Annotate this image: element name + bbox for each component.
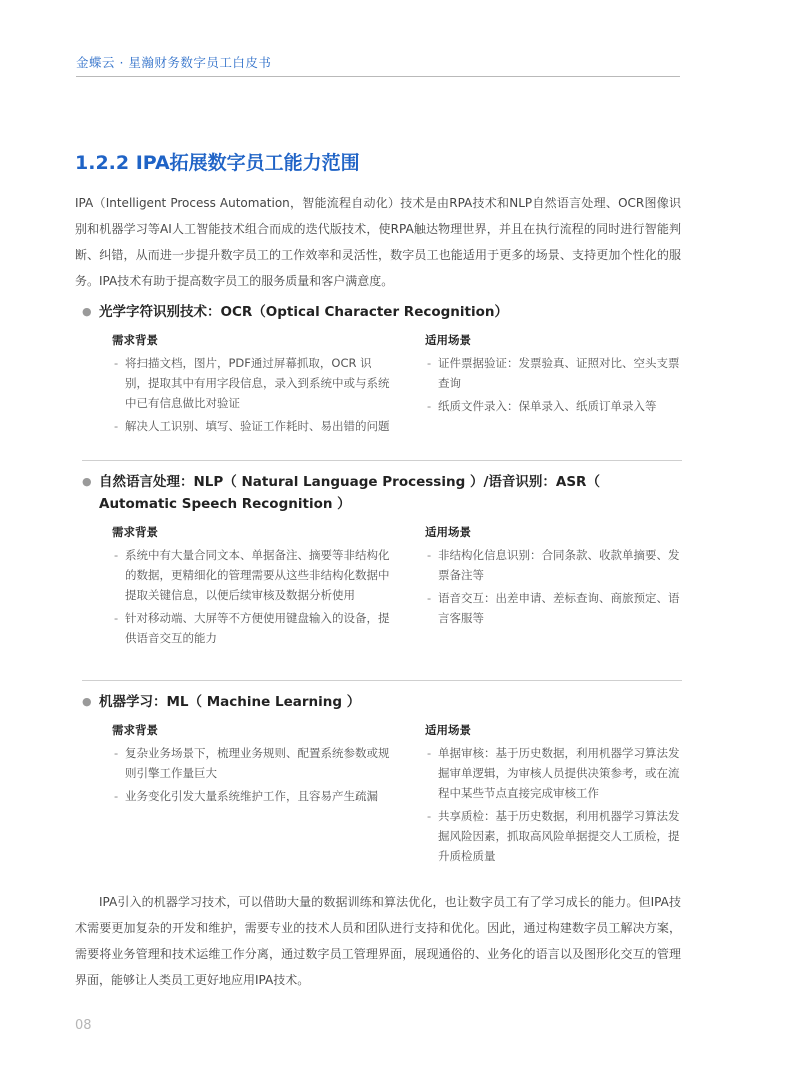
ml-block: [82, 691, 682, 863]
scenes-heading: 适用场景: [425, 525, 471, 539]
needs-column: [112, 331, 392, 439]
scenes-heading: 适用场景: [425, 333, 471, 347]
page-header: [76, 53, 682, 71]
needs-column: [112, 523, 392, 651]
block-title: 光学字符识别技术：OCR（Optical Character Recognition）: [99, 304, 509, 320]
bullet-icon: ●: [82, 475, 92, 488]
bullet-icon: ●: [82, 695, 92, 708]
scenes-column: [425, 523, 687, 631]
list-item: - 语音交互：出差申请、差标查询、商旅预定、语言客服等: [427, 591, 680, 625]
scenes-heading: 适用场景: [425, 723, 471, 737]
list-item: - 单据审核：基于历史数据，利用机器学习算法发掘审单逻辑，为审核人员提供决策参考，或在流程中某些节点直接完成审核工作: [427, 746, 680, 800]
needs-column: [112, 721, 392, 809]
block-title: 自然语言处理：NLP（ Natural Language Processing ）/语音识别：ASR（ Automatic Speech Recognition ）: [99, 474, 600, 512]
list-item: - 系统中有大量合同文本、单据备注、摘要等非结构化的数据，更精细化的管理需要从这些非结构化数据中提取关键信息，以便后续审核及数据分析使用: [114, 548, 390, 602]
intro-paragraph: IPA（Intelligent Process Automation，智能流程自动化）技术是由RPA技术和NLP自然语言处理、OCR图像识别和机器学习等AI人工智能技术组合而成的迭代版技术，使RPA触达物理世界，并且在执行流程的同时进行智能判断、纠错，从而进一步提升数字员工的工作效率和灵活性，数字员工也能适用于更多的场景、支持更加个性化的服务。IPA技术有助于提高数字员工的服务质量和客户满意度。: [75, 196, 681, 288]
nlp-block: [82, 471, 682, 645]
list-item: - 复杂业务场景下，梳理业务规则、配置系统参数或规则引擎工作量巨大: [114, 746, 390, 780]
page-number: 08: [75, 1018, 92, 1033]
needs-heading: 需求背景: [112, 333, 158, 347]
header-divider: [76, 76, 680, 77]
closing-paragraph: IPA引入的机器学习技术，可以借助大量的数据训练和算法优化，也让数字员工有了学习成长的能力。但IPA技术需要更加复杂的开发和维护，需要专业的技术人员和团队进行支持和优化。因此，通过构建数字员工解决方案，需要将业务管理和技术运维工作分离，通过数字员工管理界面，展现通俗的、业务化的语言以及图形化交互的管理界面，能够让人类员工更好地应用IPA技术。: [75, 895, 681, 987]
bullet-icon: ●: [82, 305, 92, 318]
needs-heading: 需求背景: [112, 525, 158, 539]
list-item: - 非结构化信息识别：合同条款、收款单摘要、发票备注等: [427, 548, 680, 582]
list-item: - 纸质文件录入：保单录入、纸质订单录入等: [427, 399, 657, 413]
scenes-column: [425, 331, 687, 419]
needs-heading: 需求背景: [112, 723, 158, 737]
block-divider: [82, 680, 682, 681]
scenes-column: [425, 721, 687, 869]
ocr-block: [82, 301, 682, 433]
list-item: - 共享质检：基于历史数据，利用机器学习算法发掘风险因素，抓取高风险单据提交人工质检，提升质检质量: [427, 809, 680, 863]
list-item: - 将扫描文档，图片，PDF通过屏幕抓取，OCR 识别，提取其中有用字段信息，录入到系统中或与系统中已有信息做比对验证: [114, 356, 390, 410]
list-item: - 业务变化引发大量系统维护工作，且容易产生疏漏: [114, 789, 378, 803]
section-title: 1.2.2 IPA拓展数字员工能力范围: [75, 152, 360, 174]
header-title: 金蝶云 · 星瀚财务数字员工白皮书: [76, 55, 272, 70]
block-divider: [82, 460, 682, 461]
block-title: 机器学习：ML（ Machine Learning ）: [99, 694, 361, 710]
list-item: - 针对移动端、大屏等不方便使用键盘输入的设备，提供语音交互的能力: [114, 611, 390, 645]
list-item: - 证件票据验证：发票验真、证照对比、空头支票查询: [427, 356, 680, 390]
list-item: - 解决人工识别、填写、验证工作耗时、易出错的问题: [114, 419, 390, 433]
